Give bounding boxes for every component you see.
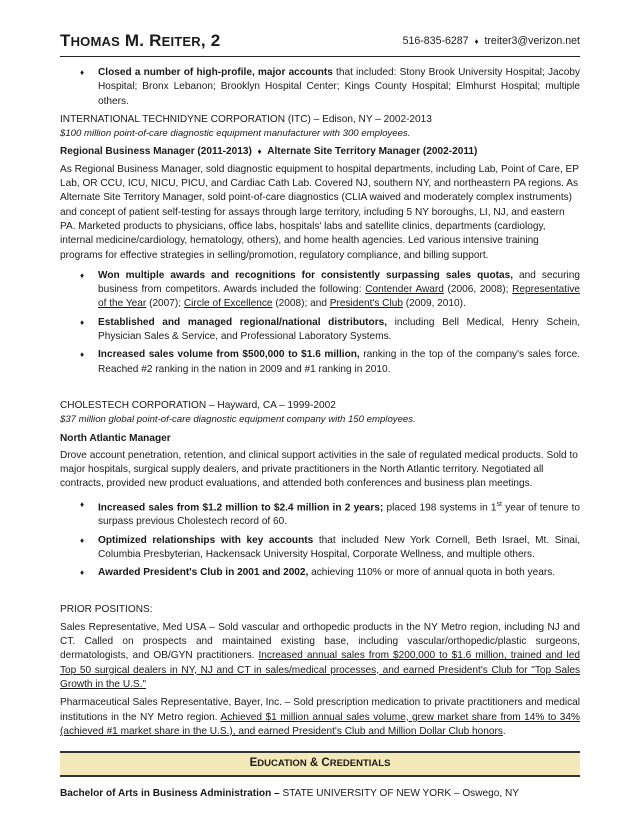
role-title: North Atlantic Manager <box>60 432 171 444</box>
role-title: Regional Business Manager (2011-2013) ♦ Alternate Site Territory Manager (2002-2011) <box>60 146 478 158</box>
email-address: treiter3@verizon.net <box>484 35 580 47</box>
company-tagline: $37 million global point-of-care diagnostic equipment company with 150 employees. <box>60 414 416 426</box>
bullet-item: ♦ Won multiple awards and recognitions for consistently surpassing sales quotas, and securing business from competitors. Awards included the following: Contender Award (2006, 2008); Representative of the Year (2007); Circle of Excellence (2008); and President's Club (2009, 2010). <box>80 269 581 310</box>
diamond-bullet-icon: ♦ <box>80 568 85 578</box>
bullet-item: ♦ Established and managed regional/national distributors, including Bell Medical, Henry Schein, Physician Sales & Service, and Professional Laboratory Systems. <box>80 316 580 343</box>
contact-info <box>403 35 580 47</box>
company-name: INTERNATIONAL TECHNIDYNE CORPORATION (ITC) – Edison, NY – 2002-2013 <box>60 113 432 125</box>
company-name: CHOLESTECH CORPORATION – Hayward, CA – 1999-2002 <box>60 399 336 411</box>
diamond-bullet-icon: ♦ <box>80 270 85 280</box>
diamond-bullet-icon: ♦ <box>80 317 85 327</box>
degree-entry: Bachelor of Arts in Business Administration – STATE UNIVERSITY OF NEW YORK – Oswego, NY <box>60 788 519 800</box>
diamond-bullet-icon: ♦ <box>80 499 85 509</box>
bullet-item: ♦ Closed a number of high-profile, major accounts that included: Stony Brook University Hospital; Jacoby Hospital; Bronx Lebanon; Brooklyn Hospital Center; Kings County Hospital; Elmhurst Hospital; multiple others. <box>80 67 580 107</box>
diamond-separator-icon: ♦ <box>257 147 262 157</box>
bullet-item: ♦ Increased sales from $1.2 million to $2.4 million in 2 years; placed 198 systems in 1st year of tenure to surpass previous Cholestech record of 60. <box>80 499 580 528</box>
bullet-item: ♦ Awarded President's Club in 2001 and 2002, achieving 110% or more of annual quota in both years. <box>60 566 580 580</box>
diamond-bullet-icon: ♦ <box>80 535 85 545</box>
role-summary: As Regional Business Manager, sold diagnostic equipment to hospital departments, including Lab, Point of Care, EP Lab, OR CCU, ICU, NICU, PICU, and Cardiac Cath Lab. Covered NJ, southern NY, and northeastern PA regions. As Alternate Site Territory Manager, sold point-of-care diagnostics (CLIA waived and moderately complex instruments) and concept of patient self-testing for assays through large territory, including 5 NY boroughs, LI, NJ, and eastern PA. Marketed products to physicians, office labs, hospitals' labs and satellite clinics, departments (cardiology, internal medicine/cardiology, hematology, others), and home health agencies. Led various intensive training programs for effective strategies in selling/promotion, regulatory compliance, and billing support. <box>60 163 579 261</box>
section-heading: PRIOR POSITIONS: <box>60 603 153 615</box>
resume-body <box>60 66 580 802</box>
candidate-name: THOMAS M. REITER, 2 <box>60 31 221 50</box>
prior-position: Sales Representative, Med USA – Sold vascular and orthopedic products in the NY Metro region, including NJ and CT. Called on prospects and maintained existing base, including vascular/orthopedic/plastic surgeons, dermatologists, and OB/GYN practitioners. Increased annual sales from $200,000 to $1.6 million, trained and led Top 50 surgical dealers in NY, NJ and CT in sales/medical processes, and earned President's Club for "Top Sales Growth in the U.S." <box>60 621 580 691</box>
diamond-bullet-icon: ♦ <box>80 68 85 77</box>
phone-number: 516-835-6287 <box>402 35 469 47</box>
bullet-item: ♦ Optimized relationships with key accounts that included New York Cornell, Beth Israel, Mt. Sinai, Columbia Presbyterian, Hackensack University Hospital, Corporate Wellness, and multiple others. <box>80 534 580 560</box>
resume-header <box>60 30 580 57</box>
diamond-separator-icon: ♦ <box>474 37 479 46</box>
company-tagline: $100 million point-of-care diagnostic equipment manufacturer with 300 employees. <box>60 128 411 140</box>
education-section-heading: EDUCATION & CREDENTIALS <box>60 751 580 777</box>
prior-position: Pharmaceutical Sales Representative, Bayer, Inc. – Sold prescription medication to private practitioners and medical institutions in the NY Metro region. Achieved $1 million annual sales volume, grew market share from 14% to 34% (achieved #1 market share in the U.S.), and earned President's Club and Million Dollar Club honors. <box>60 697 580 737</box>
diamond-bullet-icon: ♦ <box>80 350 85 360</box>
role-summary: Drove account penetration, retention, and clinical support activities in the sale of regulated medical products. Sold to major hospitals, surgical supply dealers, and private practitioners in the North Atlantic territory. Negotiated all contracts, provided new product evaluations, and attended both conferences and business plan meetings. <box>60 449 578 490</box>
bullet-item: ♦ Increased sales volume from $500,000 to $1.6 million, ranking in the top of the company's sales force. Reached #2 ranking in the nation in 2009 and #1 ranking in 2010. <box>80 349 581 375</box>
